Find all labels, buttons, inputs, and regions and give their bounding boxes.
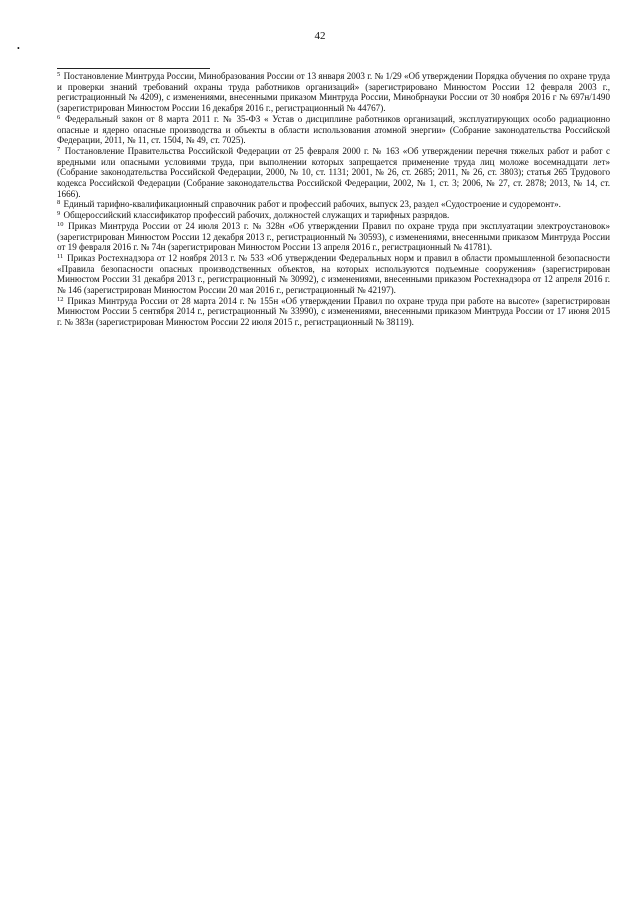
footnote-number: 12 [57,295,64,303]
margin-bullet-mark: • [17,44,20,53]
footnote-text: Общероссийский классификатор профессий рабочих, должностей служащих и тарифных разрядов. [63,210,450,221]
footnote-number: 5 [57,71,61,78]
footnote-number: 11 [57,252,64,260]
footnote-text: Приказ Минтруда России от 24 июля 2013 г. № 328н «Об утверждении Правил по охране труда при эксплуатации электроустановок» (зарегистрирован Минюстом России 12 декабря 2013 г., регистрационный № 30593), с изменениями, внесенными приказом Минтруда России от 19 февраля 2016 г. № 74н (зарегистрирован Минюстом России 13 апреля 2016 г., регистрационный № 41781). [57,220,610,253]
footnote-text: Приказ Ростехнадзора от 12 ноября 2013 г. № 533 «Об утверждении Федеральных норм и правил в области промышленной безопасности «Правила безопасности опасных производственных объектов, на которых используются подъемные сооружения» (зарегистрирован Минюстом России 31 декабря 2013 г., регистрационный № 30992), с изменениями, внесенными приказом Ростехнадзора от 12 апреля 2016 г. № 146 (зарегистрирован Минюстом России 20 мая 2016 г., регистрационный № 42197). [57,252,610,296]
footnote-number: 9 [57,210,61,218]
footnote-9 [57,210,610,221]
footnote-11 [57,253,610,296]
footnote-separator-line [57,68,210,69]
footnote-5 [57,71,610,114]
footnote-text: Постановление Минтруда России, Минобразования России от 13 января 2003 г. № 1/29 «Об утверждении Порядка обучения по охране труда и проверки знаний требований охраны труда работников организаций» (зарегистрировано Минюстом России 12 февраля 2003 г., регистрационный № 4209), с изменениями, внесенными приказом Минтруда России, Минобрнауки России от 30 ноября 2016 г № 697н/1490 (зарегистрирован Минюстом России 16 декабря 2016 г., регистрационный № 44767). [57,71,610,114]
footnote-number: 6 [57,113,61,121]
footnote-8 [57,199,610,210]
footnote-10 [57,221,610,253]
footnote-text: Приказ Минтруда России от 28 марта 2014 г. № 155н «Об утверждении Правил по охране труда при работе на высоте» (зарегистрирован Минюстом России 5 сентября 2014 г., регистрационный № 33990), с изменениями, внесенными приказом Минтруда России от 17 июня 2015 г. № 383н (зарегистрирован Минюстом России 22 июля 2015 г., регистрационный № 38119). [57,295,610,328]
footnote-7 [57,146,610,200]
footnote-number: 7 [57,145,61,153]
footnote-number: 8 [57,199,61,207]
footnotes-section [57,71,610,328]
page-number: 42 [314,30,326,42]
footnote-number: 10 [57,220,64,228]
footnote-text: Постановление Правительства Российской Федерации от 25 февраля 2000 г. № 163 «Об утверждении перечня тяжелых работ и работ с вредными или опасными условиями труда, при выполнении которых запрещается применение труда лиц моложе восемнадцати лет» (Собрание законодательства Российской Федерации, 2000, № 10, ст. 1131; 2001, № 26, ст. 2685; 2011, № 26, ст. 3803); статья 265 Трудового кодекса Российской Федерации (Собрание законодательства Российской Федерации, 2002, № 1, ст. 3; 2006, № 27, ст. 2878; 2013, № 14, ст. 1666). [57,145,610,199]
footnote-12 [57,296,610,328]
footnote-6 [57,114,610,146]
footnote-text: Единый тарифно-квалификационный справочник работ и профессий рабочих, выпуск 23, раздел «Судостроение и судоремонт». [63,199,561,210]
footnote-text: Федеральный закон от 8 марта 2011 г. № 35-ФЗ « Устав о дисциплине работников организаций, эксплуатирующих особо радиационно опасные и ядерно опасные производства и объекты в области использования атомной энергии» (Собрание законодательства Российской Федерации, 2011, № 11, ст. 1504, № 49, ст. 7025). [57,113,610,146]
